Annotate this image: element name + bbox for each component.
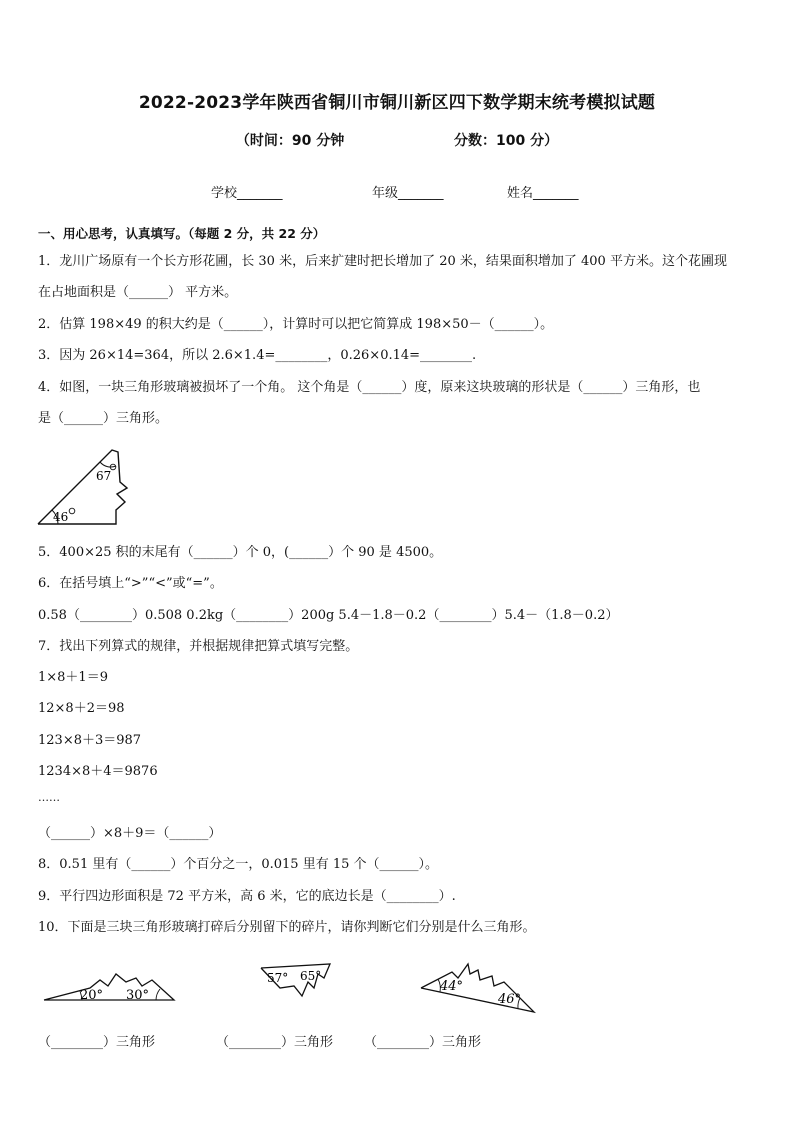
glass-fragment-3: [418, 960, 538, 1016]
angle-57-label: 57°: [267, 971, 289, 985]
angle-67-label: 67: [96, 469, 112, 483]
broken-triangle-figure: [34, 444, 134, 528]
glass-fragment-1: [42, 966, 176, 1006]
question-9: 9．平行四边形面积是 72 平方米，高 6 米，它的底边长是（________）.: [38, 889, 456, 904]
answer-blank-3[interactable]: （________）三角形: [364, 1035, 482, 1050]
grade-field[interactable]: 年级_______: [372, 186, 444, 201]
answer-blank-2[interactable]: （________）三角形: [216, 1035, 334, 1050]
question-4-line-2: 是（______）三角形。: [38, 411, 169, 426]
pattern-line-2: 12×8＋2＝98: [38, 701, 125, 716]
pattern-line-3: 123×8＋3＝987: [38, 733, 142, 748]
question-4-line-1: 4．如图，一块三角形玻璃被损坏了一个角。 这个角是（______）度，原来这块玻璃的形状是（______）三角形，也: [38, 380, 701, 395]
name-field[interactable]: 姓名_______: [507, 186, 579, 201]
angle-44-label: 44°: [440, 979, 464, 994]
question-10: 10．下面是三块三角形玻璃打碎后分别留下的碎片，请你判断它们分别是什么三角形。: [38, 920, 536, 935]
question-5: 5．400×25 积的末尾有（______）个 0，(______）个 90 是 4500。: [38, 545, 443, 560]
angle-46-label-2: 46°: [498, 992, 522, 1007]
question-8: 8．0.51 里有（______）个百分之一，0.015 里有 15 个（______）。: [38, 857, 439, 872]
question-7: 7．找出下列算式的规律，并根据规律把算式填写完整。: [38, 639, 359, 654]
angle-65-label: 65°: [300, 969, 322, 983]
angle-46-label: 46: [53, 510, 69, 524]
pattern-line-1: 1×8＋1＝9: [38, 670, 108, 685]
question-3: 3．因为 26×14=364，所以 2.6×1.4=________，0.26×0.14=________.: [38, 348, 477, 363]
question-1-line-1: 1．龙川广场原有一个长方形花圃，长 30 米，后来扩建时把长增加了 20 米，结果面积增加了 400 平方米。这个花圃现: [38, 254, 727, 269]
answer-blank-1[interactable]: （________）三角形: [38, 1035, 156, 1050]
angle-30-label: 30°: [126, 988, 150, 1003]
angle-20-label: 20°: [80, 988, 104, 1003]
school-field[interactable]: 学校_______: [211, 186, 283, 201]
section-heading: 一、用心思考，认真填写。（每题 2 分，共 22 分）: [38, 226, 326, 241]
pattern-blank: （______）×8＋9＝（______）: [38, 826, 222, 841]
pattern-ellipsis: ……: [38, 791, 60, 804]
question-6: 6．在括号填上“>”“<”或“=”。: [38, 576, 223, 591]
pattern-line-4: 1234×8＋4＝9876: [38, 764, 158, 779]
question-6-items: 0.58（________）0.508 0.2kg（________）200g 5.4－1.8－0.2（________）5.4－（1.8－0.2）: [38, 608, 619, 623]
question-1-line-2: 在占地面积是（______） 平方米。: [38, 285, 238, 300]
page-title: 2022-2023学年陕西省铜川市铜川新区四下数学期末统考模拟试题: [138, 93, 656, 113]
exam-score: 分数：100 分）: [454, 133, 559, 149]
glass-fragment-2: [258, 960, 334, 1002]
question-2: 2．估算 198×49 的积大约是（______），计算时可以把它简算成 198×50－（______）。: [38, 317, 554, 332]
exam-time: （时间：90 分钟: [235, 133, 345, 149]
exam-meta: [0, 130, 794, 150]
